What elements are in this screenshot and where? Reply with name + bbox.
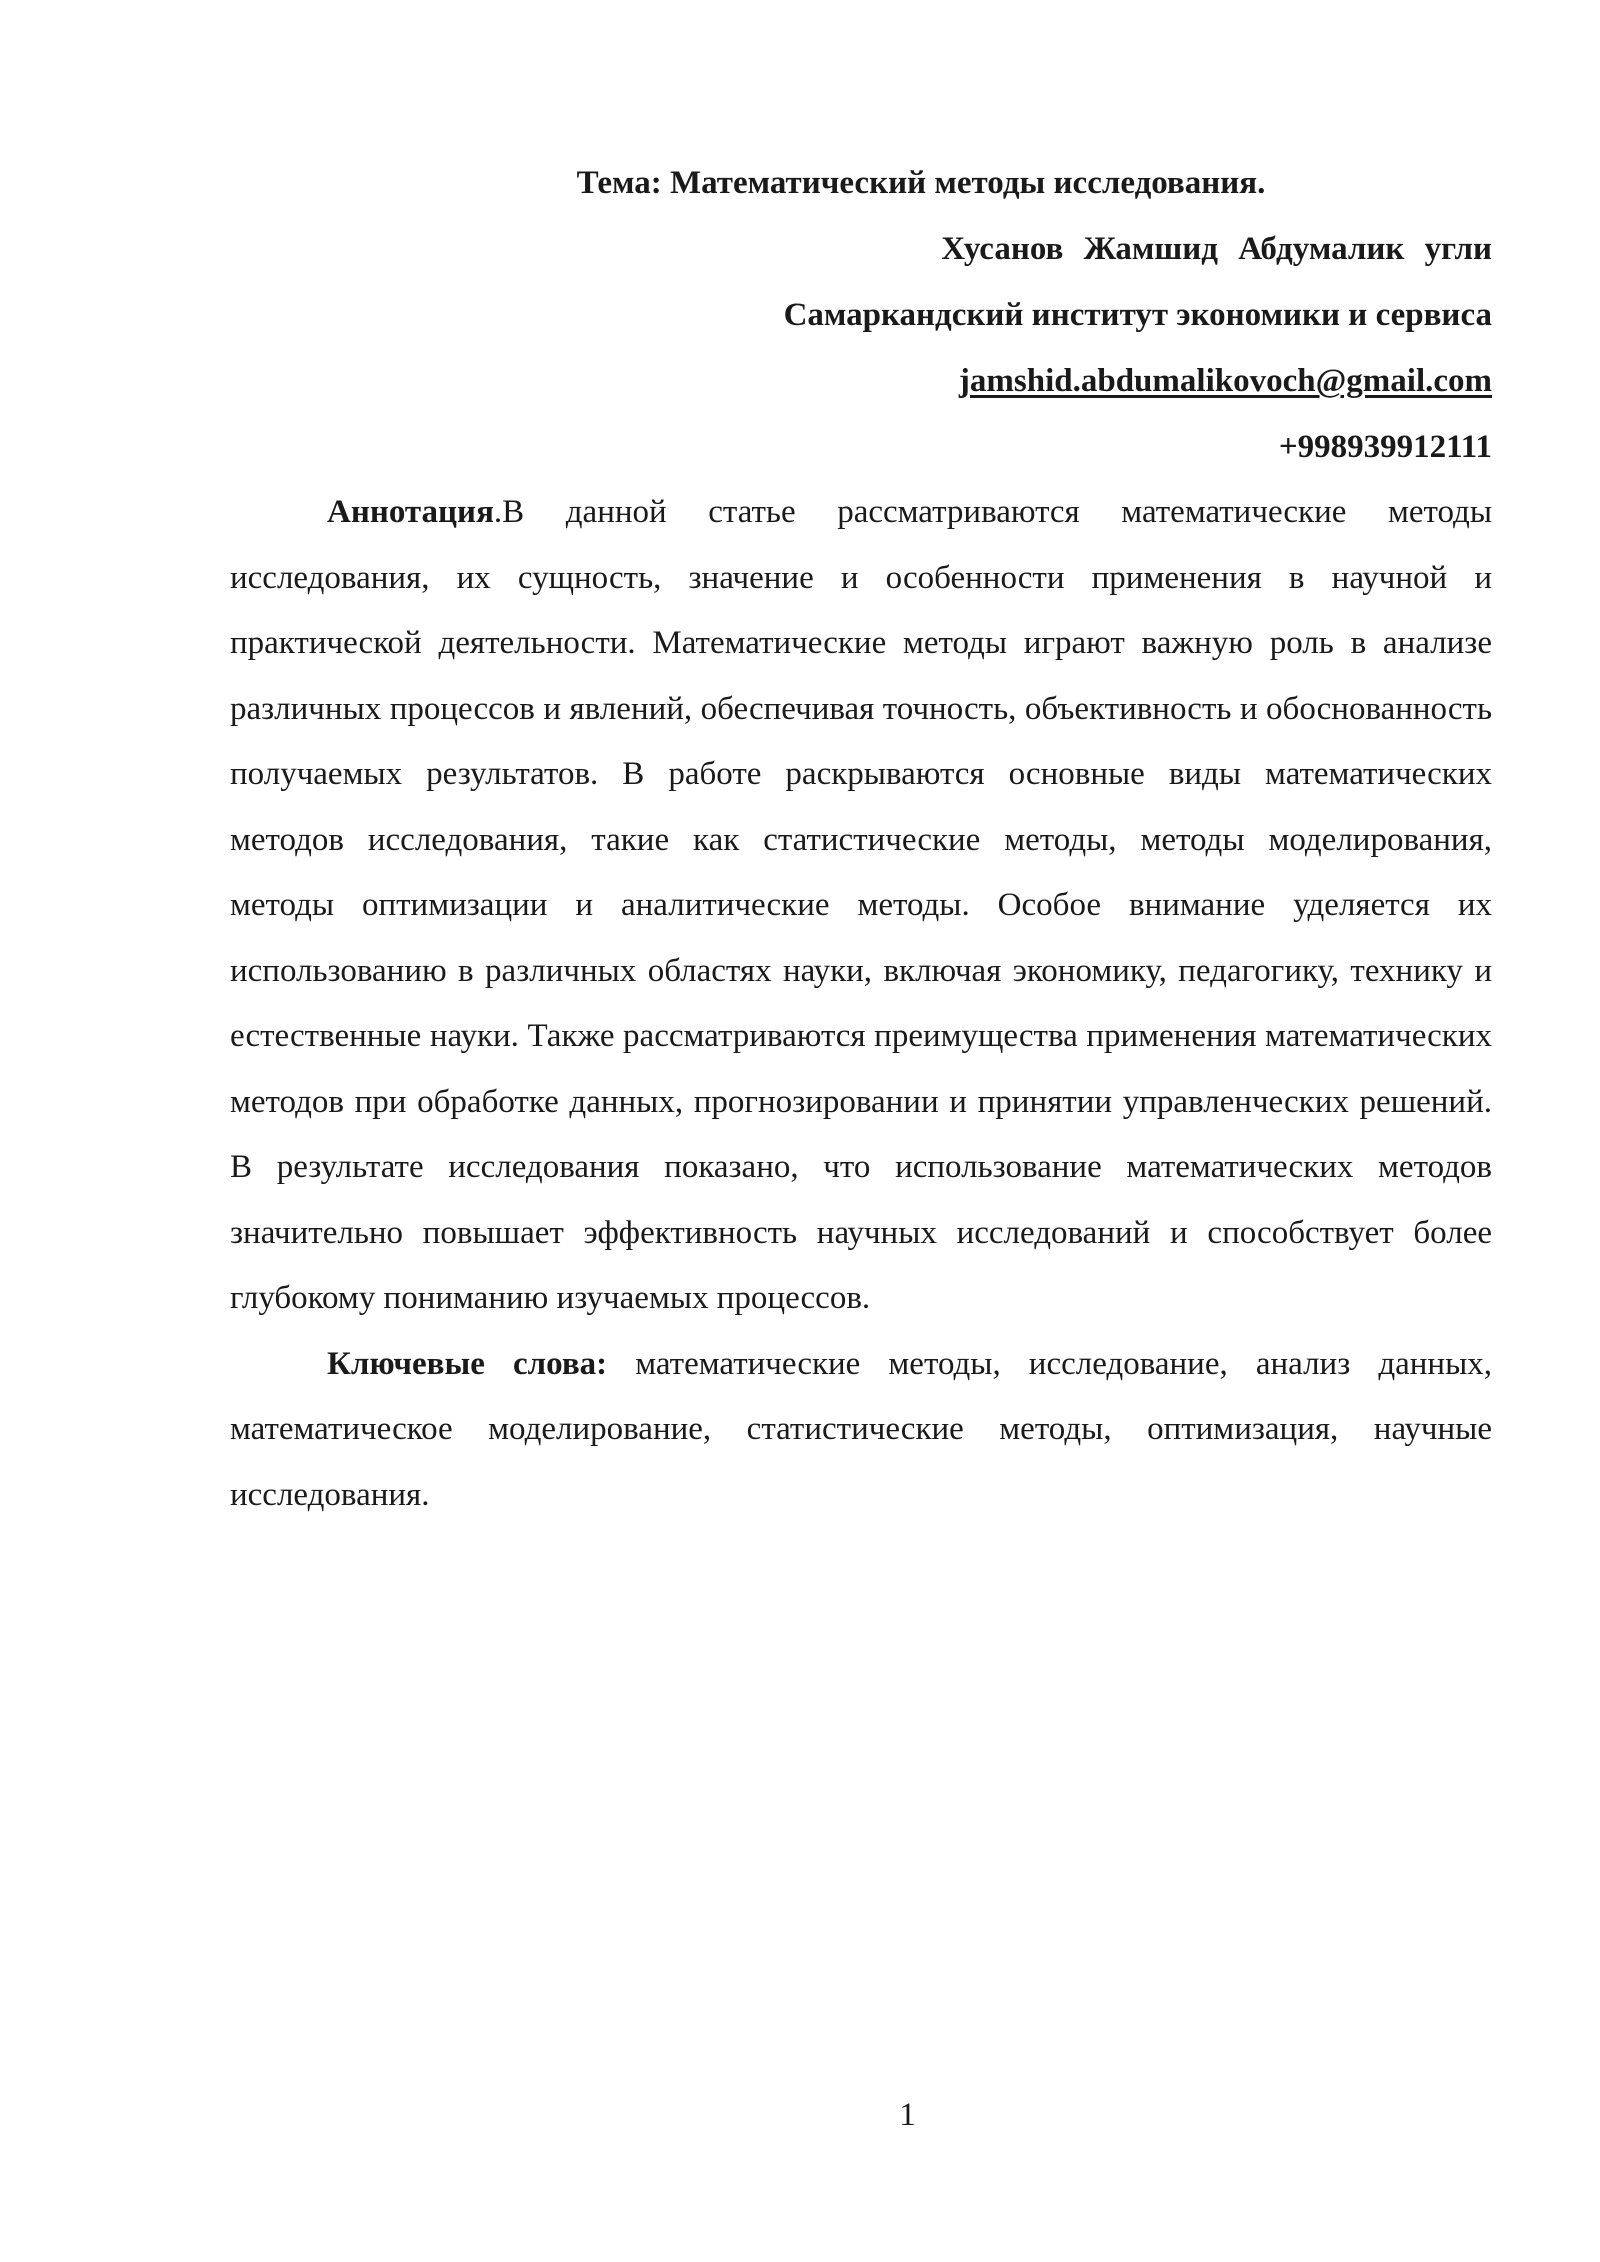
- keywords-paragraph: [230, 1332, 1492, 1529]
- author-email-link[interactable]: jamshid.abdumalikovoch@gmail.com: [958, 363, 1492, 399]
- email-line: [230, 348, 1492, 414]
- author-name: Хусанов Жамшид Абдумалик угли: [941, 231, 1492, 267]
- abstract-text: .В данной статье рассматриваются математические методы исследования, их сущность, значение и особенности применения в научной и практической деятельности. Математические методы играют важную роль в анализе различных процессов и явлений, обеспечивая точность, объективность и обоснованность получаемых результатов. В работе раскрываются основные виды математических методов исследования, такие как статистические методы, методы моделирования, методы оптимизации и аналитические методы. Особое внимание уделяется их использованию в различных областях науки, включая экономику, педагогику, технику и естественные науки. Также рассматриваются преимущества применения математических методов при обработке данных, прогнозировании и принятии управленческих решений. В результате исследования показано, что использование математических методов значительно повышает эффективность научных исследований и способствует более глубокому пониманию изучаемых процессов.: [230, 494, 1492, 1316]
- abstract-paragraph: [230, 480, 1492, 1332]
- page-number: 1: [899, 2097, 916, 2133]
- article-title: Тема: Математический методы исследования.: [576, 165, 1266, 201]
- institution-name: Самаркандский институт экономики и сервиса: [783, 297, 1492, 333]
- page-content: [230, 150, 1492, 1528]
- abstract-heading: Аннотация: [327, 494, 494, 530]
- keywords-text: математические методы, исследование, анализ данных, математическое моделирование, статистические методы, оптимизация, научные исследования.: [230, 1345, 1492, 1513]
- phone-number: +998939912111: [1278, 429, 1492, 465]
- keywords-heading: Ключевые слова:: [327, 1345, 608, 1382]
